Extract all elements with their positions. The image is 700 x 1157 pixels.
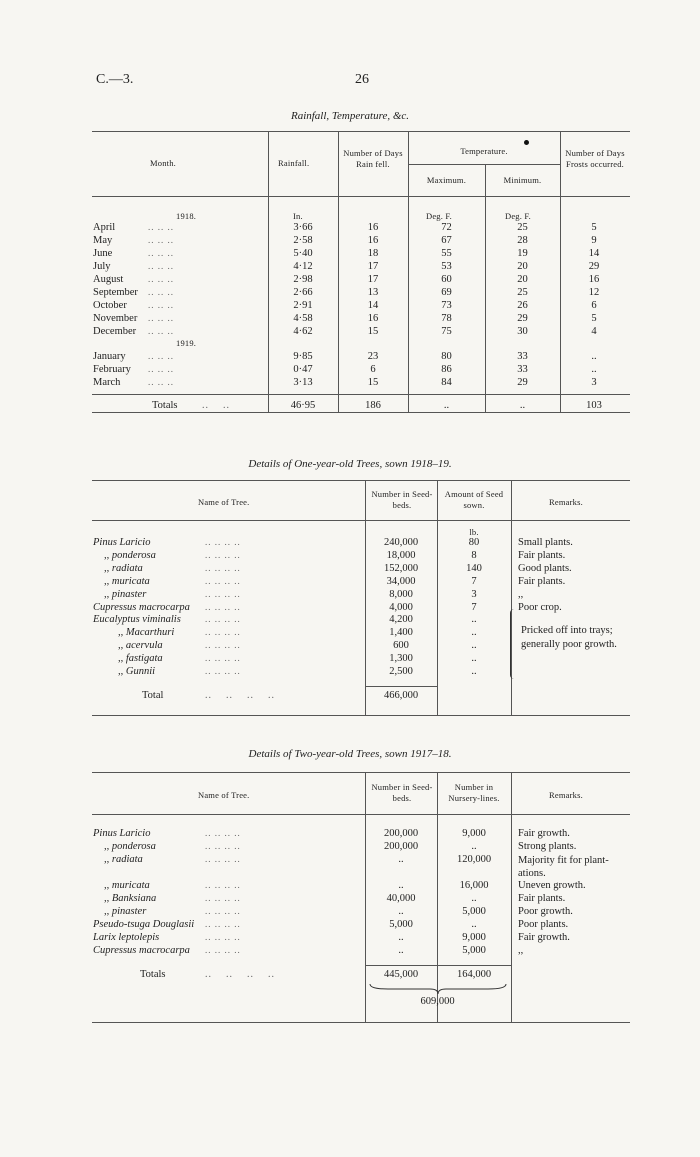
seed-sown-cell: .. xyxy=(471,614,477,626)
seed-sown-cell: 80 xyxy=(468,537,480,548)
seed-beds-cell: .. xyxy=(398,854,404,865)
seed-beds-cell: 200,000 xyxy=(383,841,419,852)
leader-dots: .. .. .. xyxy=(148,274,174,284)
month-cell: December xyxy=(93,326,137,337)
rule xyxy=(92,772,630,773)
min-cell: 25 xyxy=(517,222,528,233)
header-month: Month. xyxy=(150,158,176,168)
min-cell: 20 xyxy=(517,274,528,285)
min-cell: 26 xyxy=(517,300,528,311)
seed-beds-cell: 5,000 xyxy=(389,919,413,930)
leader-dots: .. .. .. xyxy=(148,235,174,245)
nursery-cell: .. xyxy=(471,893,477,904)
document-reference: C.—3. xyxy=(96,72,134,87)
remark-cell: Fair plants. xyxy=(518,549,566,561)
seed-beds-cell: 4,200 xyxy=(389,614,413,626)
nursery-cell: .. xyxy=(471,841,477,852)
totals-max: .. xyxy=(443,400,450,411)
tree-name: ,, pinaster xyxy=(104,588,147,600)
leader-dots: .. .. .. .. xyxy=(205,854,241,864)
min-cell: 25 xyxy=(517,287,528,298)
days-cell: 15 xyxy=(367,326,379,337)
leader-dots: .. .. .. xyxy=(148,377,174,387)
frost-cell: 6 xyxy=(591,300,597,311)
tree-name: ,, acervula xyxy=(118,640,163,652)
min-cell: 28 xyxy=(517,235,528,246)
total-label: Total xyxy=(142,690,164,701)
month-cell: September xyxy=(93,287,138,298)
rule xyxy=(92,412,630,413)
totals-label: Totals xyxy=(140,969,166,980)
max-cell: 60 xyxy=(441,274,452,285)
totals-label: Totals xyxy=(152,400,178,411)
leader-dots: .. .. .. .. xyxy=(205,841,241,851)
remark-cell: Fair plants. xyxy=(518,575,566,587)
max-cell: 75 xyxy=(441,326,452,337)
rule xyxy=(365,686,437,687)
frost-cell: .. xyxy=(591,364,597,375)
min-cell: 19 xyxy=(517,248,528,259)
leader-dots: .. .. .. xyxy=(148,248,174,258)
max-cell: 78 xyxy=(441,313,452,324)
seed-beds-cell: 200,000 xyxy=(383,828,419,839)
seed-sown-cell: .. xyxy=(471,640,477,652)
remark-cell: Poor plants. xyxy=(518,919,569,930)
seed-beds-cell: 40,000 xyxy=(386,893,416,904)
header-min: Minimum. xyxy=(503,175,542,185)
leader-dots: .. .. .. .. xyxy=(205,614,241,625)
remark-cell: Poor growth. xyxy=(518,906,573,917)
leader-dots: .. .. .. .. xyxy=(205,640,241,651)
rule xyxy=(92,196,630,197)
rain-cell: 0·47 xyxy=(293,364,313,375)
column-divider xyxy=(511,772,512,1022)
seed-beds-cell: .. xyxy=(398,880,404,891)
max-cell: 80 xyxy=(441,351,452,362)
bracket-remark: Pricked off into trays; generally poor growth. xyxy=(521,625,617,650)
frost-cell: 9 xyxy=(591,235,597,246)
min-cell: 33 xyxy=(517,364,528,375)
header-rainfall: Rainfall. xyxy=(278,158,310,168)
month-cell: August xyxy=(93,274,124,285)
leader-dots: .. .. .. .. xyxy=(205,537,241,547)
days-cell: 16 xyxy=(367,235,379,246)
rain-cell: 2·91 xyxy=(293,300,313,311)
month-cell: March xyxy=(93,377,121,388)
header-remarks: Remarks. xyxy=(549,790,583,800)
leader-dots: .. .. .. .. xyxy=(205,653,241,664)
totals-seed: 445,000 xyxy=(383,969,419,980)
remark-cell: Fair growth. xyxy=(518,932,570,943)
leader-dots: .. .. .. .. xyxy=(205,969,275,980)
tree-name: Pinus Laricio xyxy=(93,537,151,548)
seed-sown-cell: 140 xyxy=(466,562,482,574)
month-cell: January xyxy=(93,351,126,362)
tree-name: Pinus Laricio xyxy=(93,828,151,839)
month-cell: July xyxy=(93,261,111,272)
days-cell: 6 xyxy=(370,364,376,375)
min-cell: 20 xyxy=(517,261,528,272)
page-number: 26 xyxy=(355,72,369,87)
month-cell: June xyxy=(93,248,113,259)
leader-dots: .. .. .. .. xyxy=(205,880,241,890)
seed-sown-cell: .. xyxy=(471,627,477,639)
month-cell: May xyxy=(93,235,113,246)
seed-beds-cell: 8,000 xyxy=(389,588,413,600)
min-cell: 30 xyxy=(517,326,528,337)
frost-cell: .. xyxy=(591,351,597,362)
seed-beds-cell: .. xyxy=(398,906,404,917)
unit-min: Deg. F. xyxy=(505,211,531,221)
header-temperature: Temperature. xyxy=(460,146,508,156)
unit-lb: lb. xyxy=(469,527,479,537)
bracket xyxy=(510,609,519,679)
leader-dots: .. .. .. .. xyxy=(205,690,275,701)
seed-sown-cell: 7 xyxy=(471,601,477,613)
nursery-cell: 9,000 xyxy=(462,932,486,943)
month-cell: February xyxy=(93,364,131,375)
rainfall-title: Rainfall, Temperature, &c. xyxy=(290,110,410,122)
min-cell: 29 xyxy=(517,313,528,324)
header-name: Name of Tree. xyxy=(198,790,250,800)
rain-cell: 2·66 xyxy=(293,287,313,298)
month-cell: November xyxy=(93,313,138,324)
rule xyxy=(92,715,630,716)
tree-name: ,, radiata xyxy=(104,854,143,865)
tree-name: ,, ponderosa xyxy=(104,841,156,852)
seed-beds-cell: 18,000 xyxy=(386,549,416,561)
frost-cell: 14 xyxy=(588,248,600,259)
days-cell: 14 xyxy=(367,300,379,311)
brace xyxy=(368,982,508,996)
remark-cell: Poor crop. xyxy=(518,601,562,613)
tree-name: Larix leptolepis xyxy=(93,932,160,943)
max-cell: 86 xyxy=(441,364,452,375)
leader-dots: .. .. .. xyxy=(148,222,174,232)
leader-dots: .. .. .. xyxy=(148,261,174,271)
tree-name: ,, ponderosa xyxy=(104,549,156,561)
rain-cell: 9·85 xyxy=(293,351,313,362)
max-cell: 53 xyxy=(441,261,452,272)
header-seed-beds: Number in Seed-beds. xyxy=(371,782,433,803)
max-cell: 73 xyxy=(441,300,452,311)
seed-sown-cell: 3 xyxy=(471,588,477,600)
nursery-cell: 16,000 xyxy=(459,880,489,891)
rule xyxy=(365,965,511,966)
tree-name: ,, radiata xyxy=(104,562,143,574)
tree-name: Cupressus macrocarpa xyxy=(93,601,190,613)
leader-dots: .. .. .. .. xyxy=(205,906,241,916)
rain-cell: 2·58 xyxy=(293,235,313,246)
frost-cell: 12 xyxy=(588,287,600,298)
rain-cell: 3·13 xyxy=(293,377,313,388)
frost-cell: 3 xyxy=(591,377,597,388)
totals-days: 186 xyxy=(365,400,381,411)
remark-cell: ,, xyxy=(518,945,524,956)
seed-beds-cell: 600 xyxy=(393,640,409,652)
totals-nursery: 164,000 xyxy=(456,969,492,980)
totals-rain: 46·95 xyxy=(290,400,316,411)
tree-name: ,, pinaster xyxy=(104,906,147,917)
grand-total: 609,000 xyxy=(420,996,455,1007)
header-nursery-lines: Number in Nursery-lines. xyxy=(448,782,500,803)
days-cell: 17 xyxy=(367,274,379,285)
month-cell: April xyxy=(93,222,116,233)
rain-cell: 2·98 xyxy=(293,274,313,285)
rule xyxy=(92,394,630,395)
tree-name: ,, muricata xyxy=(104,575,150,587)
rain-cell: 4·62 xyxy=(293,326,313,337)
days-cell: 23 xyxy=(367,351,379,362)
seed-beds-cell: 4,000 xyxy=(389,601,413,613)
seed-sown-cell: 7 xyxy=(471,575,477,587)
remark-cell: Uneven growth. xyxy=(518,880,586,891)
leader-dots: .. .. .. .. xyxy=(205,549,241,560)
ink-dot xyxy=(524,140,529,145)
seed-beds-cell: 1,400 xyxy=(389,627,413,639)
leader-dots: .. .. .. xyxy=(148,364,174,374)
leader-dots: .. .. .. .. xyxy=(205,932,241,942)
frost-cell: 5 xyxy=(591,222,597,233)
rain-cell: 4·58 xyxy=(293,313,313,324)
header-max: Maximum. xyxy=(426,175,467,185)
remark-cell: Strong plants. xyxy=(518,841,577,852)
two-year-title: Details of Two-year-old Trees, sown 1917–18. xyxy=(248,748,452,760)
header-days: Number of Days Rain fell. xyxy=(343,148,403,169)
days-cell: 15 xyxy=(367,377,379,388)
leader-dots: .. .. .. .. xyxy=(205,562,241,573)
seed-sown-cell: .. xyxy=(471,653,477,665)
seed-beds-cell: 152,000 xyxy=(383,562,419,574)
nursery-cell: 120,000 xyxy=(456,854,492,865)
leader-dots: .. .. .. xyxy=(148,300,174,310)
rain-cell: 4·12 xyxy=(293,261,313,272)
seed-beds-cell: 1,300 xyxy=(389,653,413,665)
leader-dots: .. .. .. .. xyxy=(205,945,241,955)
leader-dots: .. .. .. xyxy=(148,326,174,336)
seed-beds-cell: 34,000 xyxy=(386,575,416,587)
nursery-cell: 5,000 xyxy=(462,906,486,917)
remark-cell: Majority fit for plant-ations. xyxy=(518,855,609,879)
unit-max: Deg. F. xyxy=(426,211,452,221)
tree-name: ,, Gunnii xyxy=(118,666,156,677)
total-number: 466,000 xyxy=(383,690,419,701)
nursery-cell: 5,000 xyxy=(462,945,486,956)
unit-in: In. xyxy=(293,211,303,221)
tree-name: Eucalyptus viminalis xyxy=(93,614,181,626)
remark-cell: ,, xyxy=(518,588,524,600)
tree-name: Pseudo-tsuga Douglasii xyxy=(93,919,195,930)
year-1918: 1918. xyxy=(176,211,197,221)
leader-dots: .. .. .. .. xyxy=(205,919,241,929)
max-cell: 55 xyxy=(441,248,452,259)
header-seed-beds: Number in Seed-beds. xyxy=(371,489,433,510)
leader-dots: .. .. .. xyxy=(148,287,174,297)
tree-name: Cupressus macrocarpa xyxy=(93,945,190,956)
rule xyxy=(92,480,630,481)
seed-beds-cell: .. xyxy=(398,945,404,956)
one-year-title: Details of One-year-old Trees, sown 1918–19. xyxy=(248,458,452,470)
days-cell: 18 xyxy=(367,248,379,259)
max-cell: 67 xyxy=(441,235,452,246)
remark-cell: Fair plants. xyxy=(518,893,566,904)
min-cell: 29 xyxy=(517,377,528,388)
days-cell: 13 xyxy=(367,287,379,298)
rule xyxy=(92,131,630,132)
leader-dots: .. .. .. .. xyxy=(205,575,241,586)
header-frosts: Number of Days Frosts occurred. xyxy=(565,148,625,169)
tree-name: ,, Macarthuri xyxy=(118,627,175,639)
frost-cell: 5 xyxy=(591,313,597,324)
seed-sown-cell: .. xyxy=(471,666,477,677)
leader-dots: .. .. xyxy=(202,400,230,411)
column-divider xyxy=(511,480,512,715)
totals-frosts: 103 xyxy=(586,400,602,411)
tree-name: ,, muricata xyxy=(104,880,150,891)
max-cell: 69 xyxy=(441,287,452,298)
rule xyxy=(408,164,560,165)
remark-cell: Fair growth. xyxy=(518,828,570,839)
remark-cell: Good plants. xyxy=(518,562,572,574)
nursery-cell: 9,000 xyxy=(462,828,486,839)
seed-beds-cell: 2,500 xyxy=(389,666,413,677)
nursery-cell: .. xyxy=(471,919,477,930)
seed-beds-cell: .. xyxy=(398,932,404,943)
days-cell: 17 xyxy=(367,261,379,272)
rain-cell: 5·40 xyxy=(293,248,313,259)
header-seed-sown: Amount of Seed sown. xyxy=(444,489,504,510)
header-remarks: Remarks. xyxy=(549,497,583,507)
leader-dots: .. .. .. .. xyxy=(205,588,241,599)
days-cell: 16 xyxy=(367,313,379,324)
frost-cell: 29 xyxy=(588,261,600,272)
max-cell: 84 xyxy=(441,377,452,388)
leader-dots: .. .. .. .. xyxy=(205,601,241,612)
min-cell: 33 xyxy=(517,351,528,362)
remark-cell: Small plants. xyxy=(518,537,573,548)
rule xyxy=(92,520,630,521)
rule xyxy=(92,1022,630,1023)
leader-dots: .. .. .. xyxy=(148,313,174,323)
leader-dots: .. .. .. .. xyxy=(205,893,241,903)
seed-sown-cell: 8 xyxy=(471,549,477,561)
leader-dots: .. .. .. .. xyxy=(205,627,241,638)
year-1919: 1919. xyxy=(176,338,197,348)
frost-cell: 16 xyxy=(588,274,600,285)
rule xyxy=(92,814,630,815)
totals-min: .. xyxy=(519,400,526,411)
max-cell: 72 xyxy=(441,222,452,233)
tree-name: ,, Banksiana xyxy=(104,893,157,904)
seed-beds-cell: 240,000 xyxy=(383,537,419,548)
frost-cell: 4 xyxy=(591,326,597,337)
tree-name: ,, fastigata xyxy=(118,653,163,665)
leader-dots: .. .. .. xyxy=(148,351,174,361)
month-cell: October xyxy=(93,300,127,311)
days-cell: 16 xyxy=(367,222,379,233)
header-name: Name of Tree. xyxy=(198,497,250,507)
rain-cell: 3·66 xyxy=(293,222,313,233)
leader-dots: .. .. .. .. xyxy=(205,666,241,676)
leader-dots: .. .. .. .. xyxy=(205,828,241,838)
